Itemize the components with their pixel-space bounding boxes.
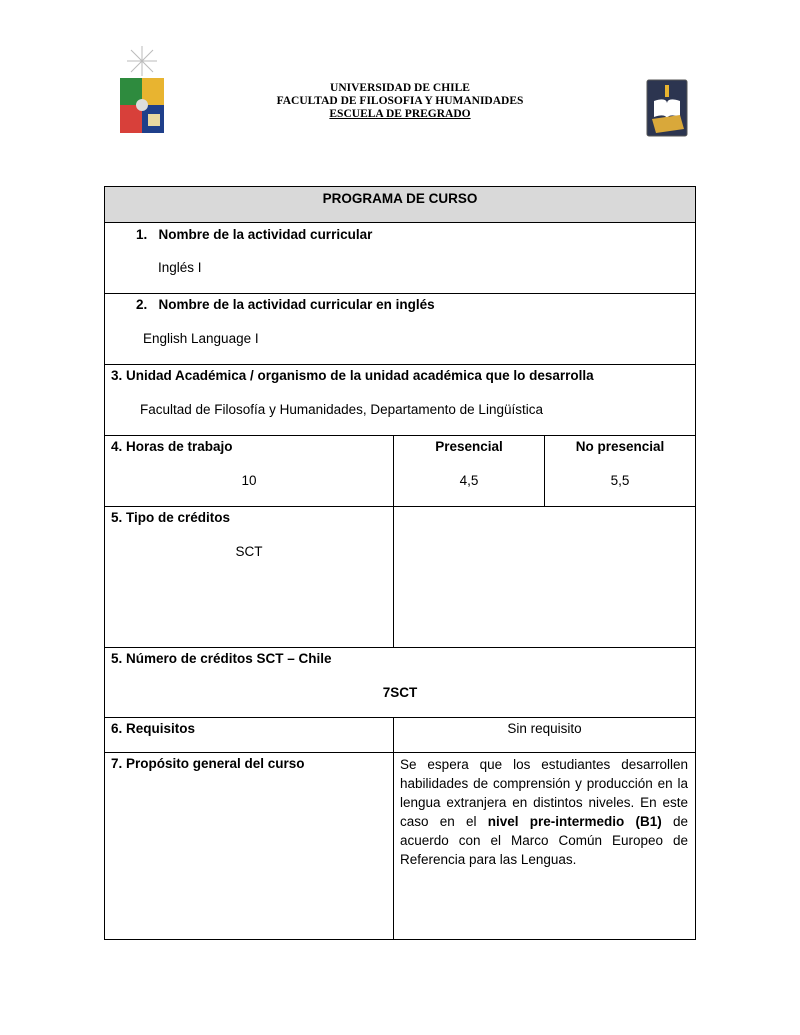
section-6 — [104, 717, 394, 753]
section-3-label: 3. Unidad Académica / organismo de la unidad académica que lo desarrolla — [111, 368, 594, 383]
program-title: PROGRAMA DE CURSO — [322, 191, 478, 206]
section-5b — [104, 647, 696, 718]
section-4-label: 4. Horas de trabajo — [111, 439, 233, 454]
section-2 — [104, 293, 696, 365]
faculty-book-logo — [646, 79, 688, 139]
header-university: UNIVERSIDAD DE CHILE — [330, 82, 470, 94]
presencial-value: 4,5 — [459, 473, 479, 488]
section-5-label: 5. Tipo de créditos — [111, 510, 231, 525]
section-5-empty — [393, 506, 696, 648]
section-7 — [104, 752, 394, 940]
section-6-label: 6. Requisitos — [111, 721, 196, 736]
section-5 — [104, 506, 394, 648]
nopresencial-label: No presencial — [575, 439, 665, 454]
presencial-label: Presencial — [435, 439, 503, 454]
section-5b-value: 7SCT — [382, 685, 418, 700]
section-1-value: Inglés I — [158, 260, 202, 275]
section-5b-label: 5. Número de créditos SCT – Chile — [111, 651, 332, 666]
section-5-value: SCT — [235, 544, 263, 559]
section-3 — [104, 364, 696, 436]
section-2-label: 2. Nombre de la actividad curricular en inglés — [136, 297, 435, 312]
section-6-value-cell — [393, 717, 696, 753]
section-6-value: Sin requisito — [507, 721, 582, 736]
section-4 — [104, 435, 394, 507]
section-1 — [104, 222, 696, 294]
program-title-cell — [104, 186, 696, 223]
section-4-nopresencial — [544, 435, 696, 507]
section-3-value: Facultad de Filosofía y Humanidades, Departamento de Lingüística — [140, 402, 543, 417]
nopresencial-value: 5,5 — [610, 473, 630, 488]
section-7-value-cell — [393, 752, 696, 940]
section-4-presencial — [393, 435, 545, 507]
section-1-label: 1. Nombre de la actividad curricular — [136, 227, 373, 242]
section-7-label: 7. Propósito general del curso — [111, 756, 305, 771]
section-2-value: English Language I — [143, 331, 259, 346]
section-7-text: Se espera que los estudiantes desarrollen habilidades de comprensión y producción en la lengua extranjera en distintos niveles. En este caso en el nivel pre-intermedio (B1) de acuerdo con el Marco Común Europeo de Referencia para las Lenguas. — [400, 757, 688, 867]
header-school: ESCUELA DE PREGRADO — [329, 108, 471, 120]
section-4-total: 10 — [241, 473, 257, 488]
level-highlight: nivel pre-intermedio (B1) — [487, 814, 662, 829]
header-faculty: FACULTAD DE FILOSOFIA Y HUMANIDADES — [276, 95, 524, 107]
